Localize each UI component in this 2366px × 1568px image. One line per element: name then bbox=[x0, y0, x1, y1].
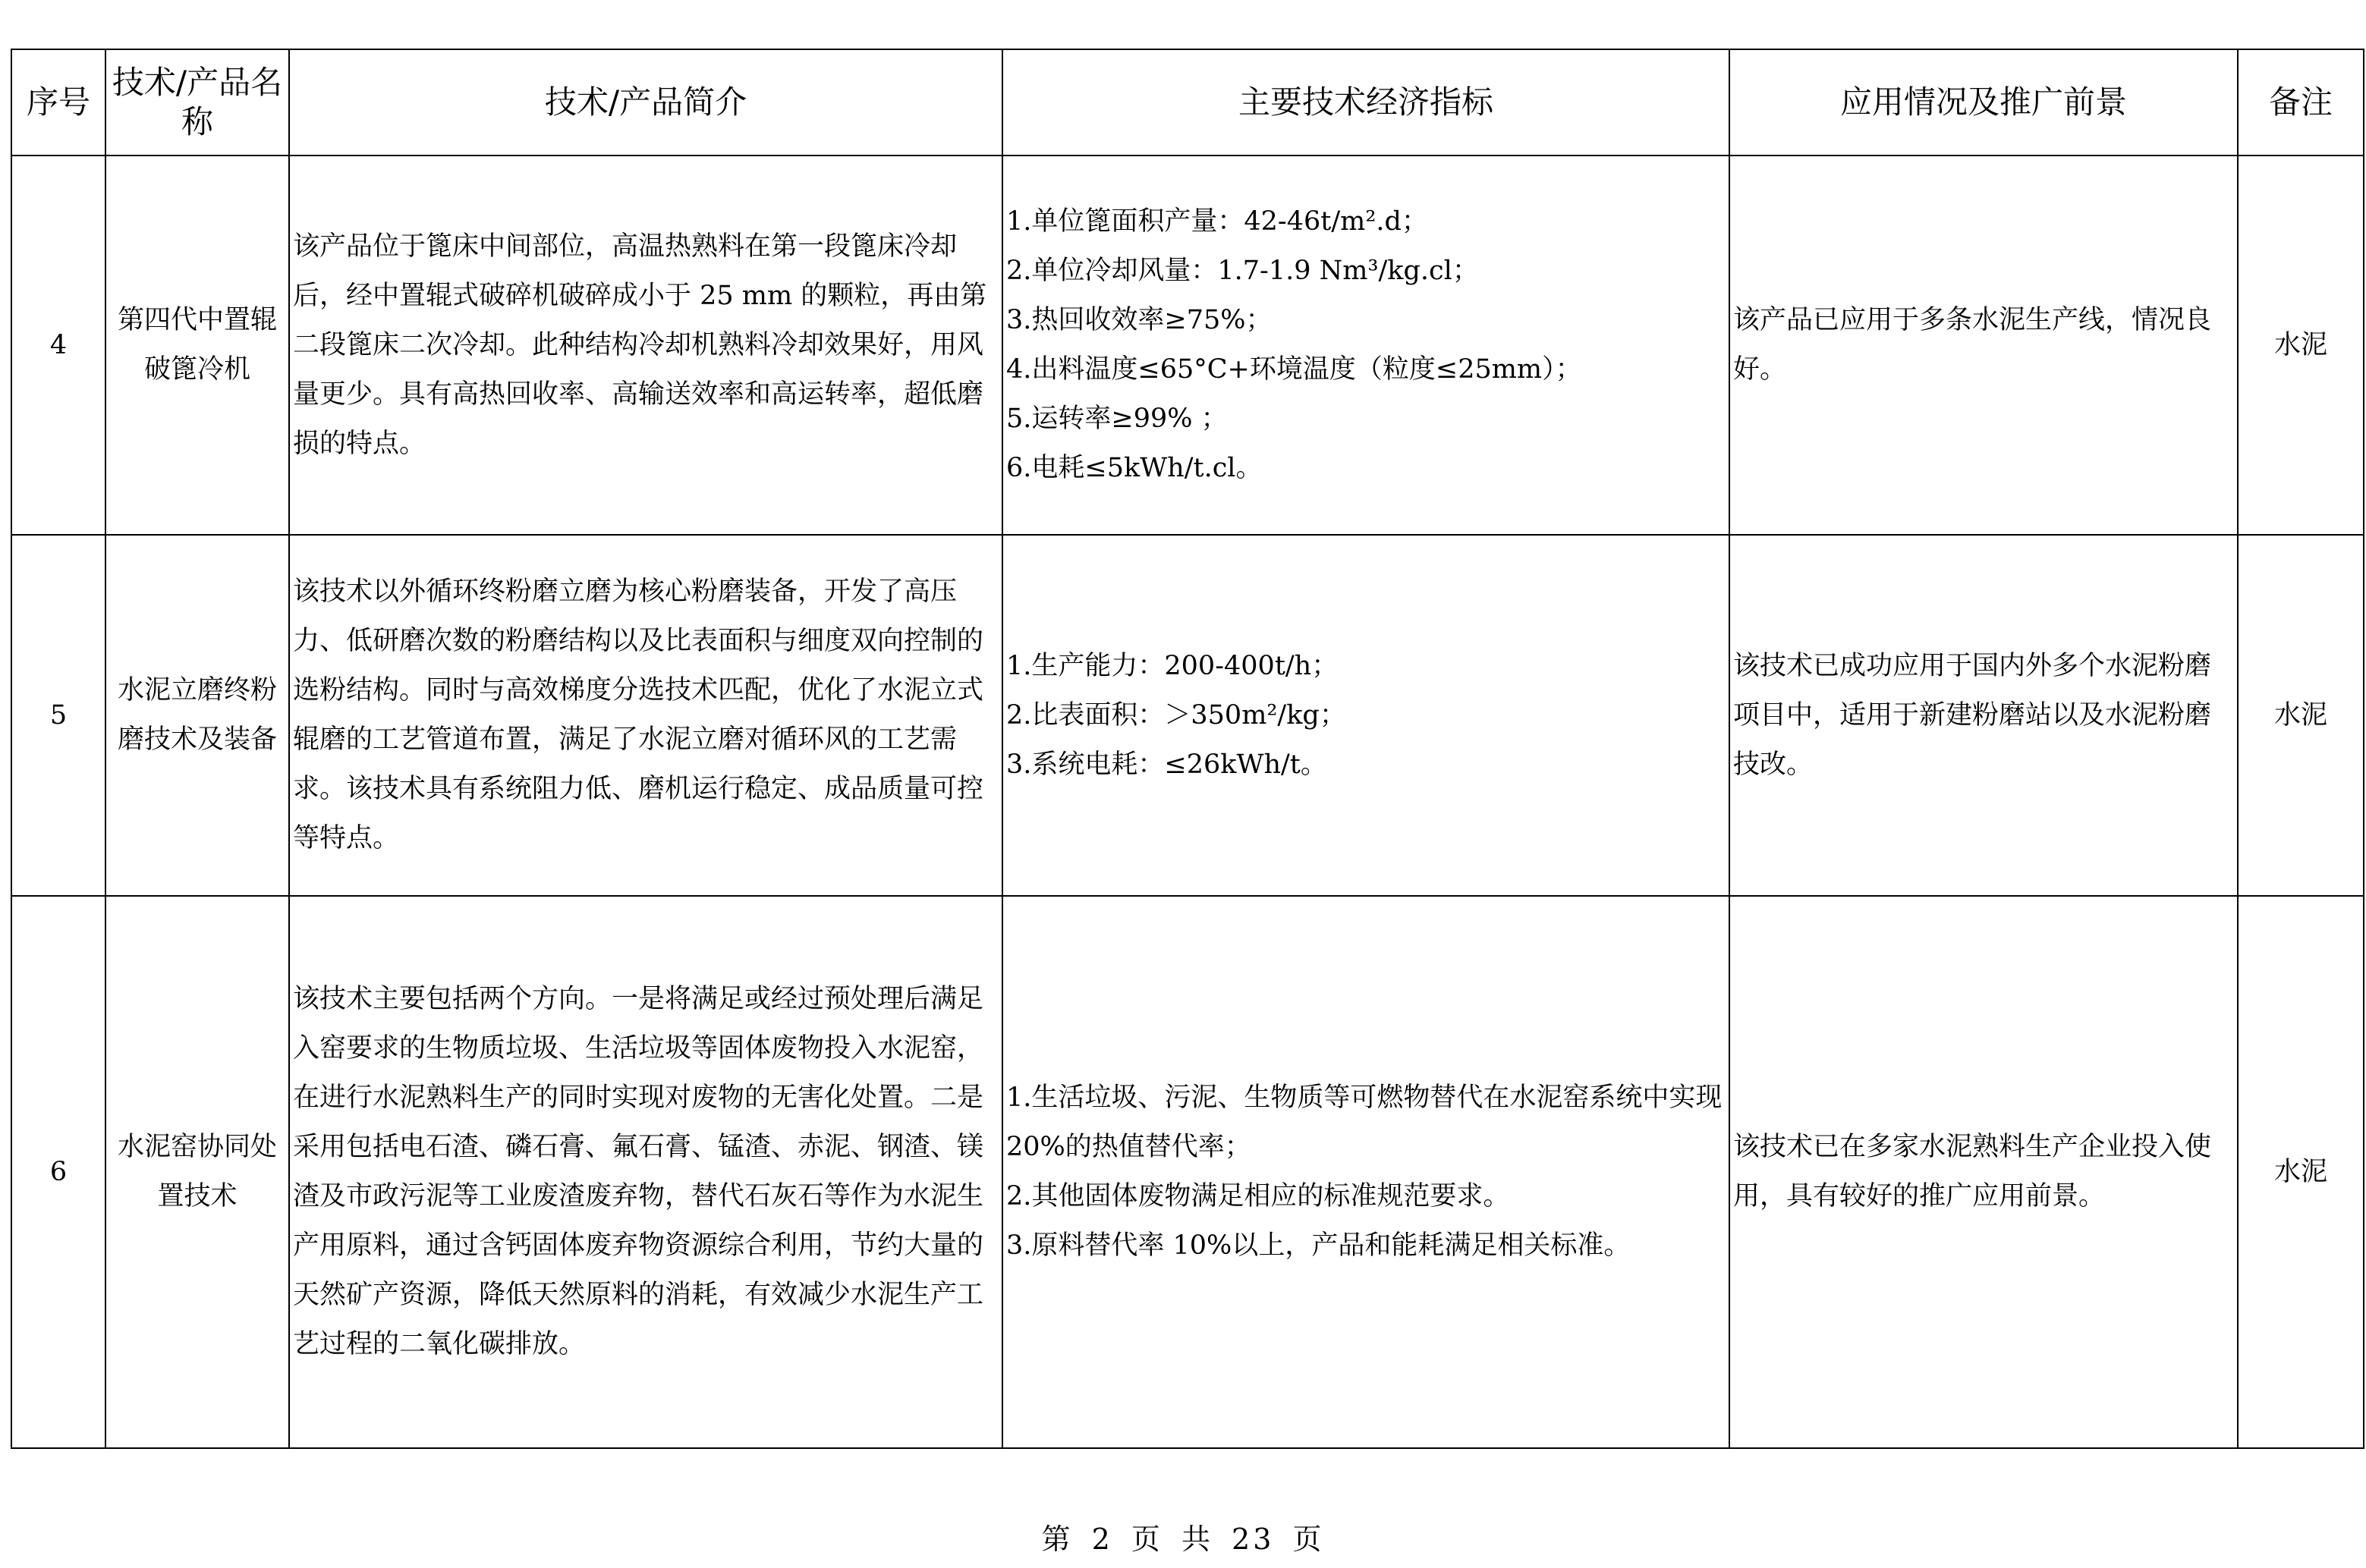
table-row bbox=[11, 156, 2364, 535]
row-intro: 该技术以外循环终粉磨立磨为核心粉磨装备，开发了高压力、低研磨次数的粉磨结构以及比表面积与细度双向控制的选粉结构。同时与高效梯度分选技术匹配，优化了水泥立式辊磨的工艺管道布置，满足了水泥立磨对循环风的工艺需求。该技术具有系统阻力低、磨机运行稳定、成品质量可控等特点。 bbox=[289, 535, 1002, 896]
row-name: 第四代中置辊破篦冷机 bbox=[105, 156, 289, 535]
row-indicators bbox=[1002, 535, 1729, 896]
row-remark: 水泥 bbox=[2238, 156, 2364, 535]
row-name: 水泥窑协同处置技术 bbox=[105, 896, 289, 1448]
row-index: 4 bbox=[11, 156, 105, 535]
header-indicators: 主要技术经济指标 bbox=[1002, 49, 1729, 156]
table-header-row bbox=[11, 49, 2364, 156]
indicator-line: 3.热回收效率≥75%； bbox=[1006, 305, 1273, 335]
row-intro: 该产品位于篦床中间部位，高温热熟料在第一段篦床冷却后，经中置辊式破碎机破碎成小于 25 mm 的颗粒，再由第二段篦床二次冷却。此种结构冷却机熟料冷却效果好，用风量更少。具有高热回收率、高输送效率和高运转率，超低磨损的特点。 bbox=[289, 156, 1002, 535]
row-name: 水泥立磨终粉磨技术及装备 bbox=[105, 535, 289, 896]
row-prospects: 该技术已成功应用于国内外多个水泥粉磨项目中，适用于新建粉磨站以及水泥粉磨技改。 bbox=[1729, 535, 2238, 896]
technology-table bbox=[11, 49, 2364, 1449]
header-intro: 技术/产品简介 bbox=[289, 49, 1002, 156]
header-prospects: 应用情况及推广前景 bbox=[1729, 49, 2238, 156]
row-prospects: 该技术已在多家水泥熟料生产企业投入使用，具有较好的推广应用前景。 bbox=[1729, 896, 2238, 1448]
row-index: 6 bbox=[11, 896, 105, 1448]
indicator-line: 4.出料温度≤65°C+环境温度（粒度≤25mm）； bbox=[1006, 354, 1582, 385]
indicator-line: 6.电耗≤5kWh/t.cl。 bbox=[1006, 453, 1263, 483]
row-index: 5 bbox=[11, 535, 105, 896]
header-remark: 备注 bbox=[2238, 49, 2364, 156]
indicator-line: 2.单位冷却风量：1.7-1.9 Nm³/kg.cl； bbox=[1006, 256, 1479, 286]
table-row bbox=[11, 896, 2364, 1448]
indicator-line: 5.运转率≥99% ； bbox=[1006, 404, 1228, 434]
header-index: 序号 bbox=[11, 49, 105, 156]
row-remark: 水泥 bbox=[2238, 535, 2364, 896]
row-prospects: 该产品已应用于多条水泥生产线，情况良好。 bbox=[1729, 156, 2238, 535]
indicator-line: 2.其他固体废物满足相应的标准规范要求。 bbox=[1006, 1181, 1510, 1211]
indicator-line: 1.单位篦面积产量：42-46t/m².d； bbox=[1006, 206, 1428, 237]
page-number: 第 2 页 共 23 页 bbox=[1041, 1522, 1325, 1556]
indicator-line: 3.原料替代率 10%以上，产品和能耗满足相关标准。 bbox=[1006, 1230, 1631, 1261]
header-name: 技术/产品名称 bbox=[105, 49, 289, 156]
indicator-line: 1.生活垃圾、污泥、生物质等可燃物替代在水泥窑系统中实现 20%的热值替代率； bbox=[1006, 1083, 1723, 1162]
row-intro: 该技术主要包括两个方向。一是将满足或经过预处理后满足入窑要求的生物质垃圾、生活垃圾等固体废物投入水泥窑，在进行水泥熟料生产的同时实现对废物的无害化处置。二是采用包括电石渣、磷石膏、氟石膏、锰渣、赤泥、钢渣、镁渣及市政污泥等工业废渣废弃物，替代石灰石等作为水泥生产用原料，通过含钙固体废弃物资源综合利用，节约大量的天然矿产资源，降低天然原料的消耗，有效减少水泥生产工艺过程的二氧化碳排放。 bbox=[289, 896, 1002, 1448]
indicator-line: 2.比表面积：＞350m²/kg； bbox=[1006, 699, 1346, 731]
row-indicators bbox=[1002, 896, 1729, 1448]
table-row bbox=[11, 535, 2364, 896]
indicator-line: 3.系统电耗：≤26kWh/t。 bbox=[1006, 749, 1327, 780]
indicator-line: 1.生产能力：200-400t/h； bbox=[1006, 650, 1339, 681]
row-indicators bbox=[1002, 156, 1729, 535]
row-remark: 水泥 bbox=[2238, 896, 2364, 1448]
